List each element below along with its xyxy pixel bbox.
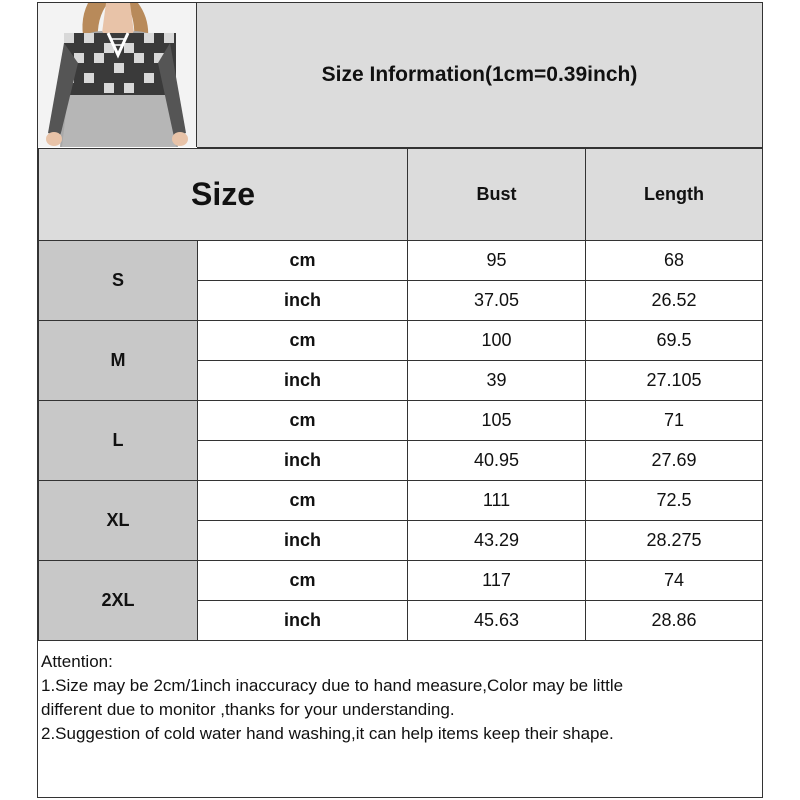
- length-value: 27.69: [586, 441, 763, 481]
- unit-cell: cm: [198, 481, 408, 521]
- length-column-header: Length: [586, 149, 763, 241]
- length-value: 74: [586, 561, 763, 601]
- bust-value: 45.63: [408, 601, 586, 641]
- unit-cell: inch: [198, 521, 408, 561]
- size-label-m: M: [39, 321, 198, 401]
- bust-value: 117: [408, 561, 586, 601]
- product-photo: [38, 3, 197, 147]
- notes-line-1b: different due to monitor ,thanks for your understanding.: [41, 700, 455, 719]
- table-row: [39, 401, 763, 441]
- unit-cell: inch: [198, 361, 408, 401]
- bust-value: 111: [408, 481, 586, 521]
- attention-notes: [41, 650, 759, 746]
- table-row: [39, 321, 763, 361]
- size-label-s: S: [39, 241, 198, 321]
- table-header-row: [39, 149, 763, 241]
- bust-column-header: Bust: [408, 149, 586, 241]
- length-value: 68: [586, 241, 763, 281]
- size-label-xl: XL: [39, 481, 198, 561]
- size-label-l: L: [39, 401, 198, 481]
- bust-value: 43.29: [408, 521, 586, 561]
- table-row: [39, 561, 763, 601]
- table-row: [39, 481, 763, 521]
- bust-value: 39: [408, 361, 586, 401]
- unit-cell: cm: [198, 321, 408, 361]
- unit-cell: cm: [198, 401, 408, 441]
- page-title: Size Information(1cm=0.39inch): [321, 63, 638, 86]
- bust-value: 95: [408, 241, 586, 281]
- length-value: 26.52: [586, 281, 763, 321]
- notes-line-1a: 1.Size may be 2cm/1inch inaccuracy due to hand measure,Color may be little: [41, 676, 624, 695]
- unit-cell: cm: [198, 561, 408, 601]
- length-value: 72.5: [586, 481, 763, 521]
- size-label-2xl: 2XL: [39, 561, 198, 641]
- notes-line-2: 2.Suggestion of cold water hand washing,it can help items keep their shape.: [41, 724, 614, 743]
- length-value: 28.275: [586, 521, 763, 561]
- bust-value: 105: [408, 401, 586, 441]
- length-value: 27.105: [586, 361, 763, 401]
- bust-value: 100: [408, 321, 586, 361]
- size-column-header: Size: [39, 149, 408, 241]
- unit-cell: inch: [198, 441, 408, 481]
- unit-cell: cm: [198, 241, 408, 281]
- size-info-title-cell: [197, 3, 762, 148]
- notes-heading: Attention:: [41, 652, 113, 671]
- bust-value: 40.95: [408, 441, 586, 481]
- unit-cell: inch: [198, 601, 408, 641]
- length-value: 69.5: [586, 321, 763, 361]
- table-row: [39, 241, 763, 281]
- length-value: 28.86: [586, 601, 763, 641]
- length-value: 71: [586, 401, 763, 441]
- model-shirt-image: [38, 3, 196, 147]
- unit-cell: inch: [198, 281, 408, 321]
- size-table: [38, 148, 763, 641]
- bust-value: 37.05: [408, 281, 586, 321]
